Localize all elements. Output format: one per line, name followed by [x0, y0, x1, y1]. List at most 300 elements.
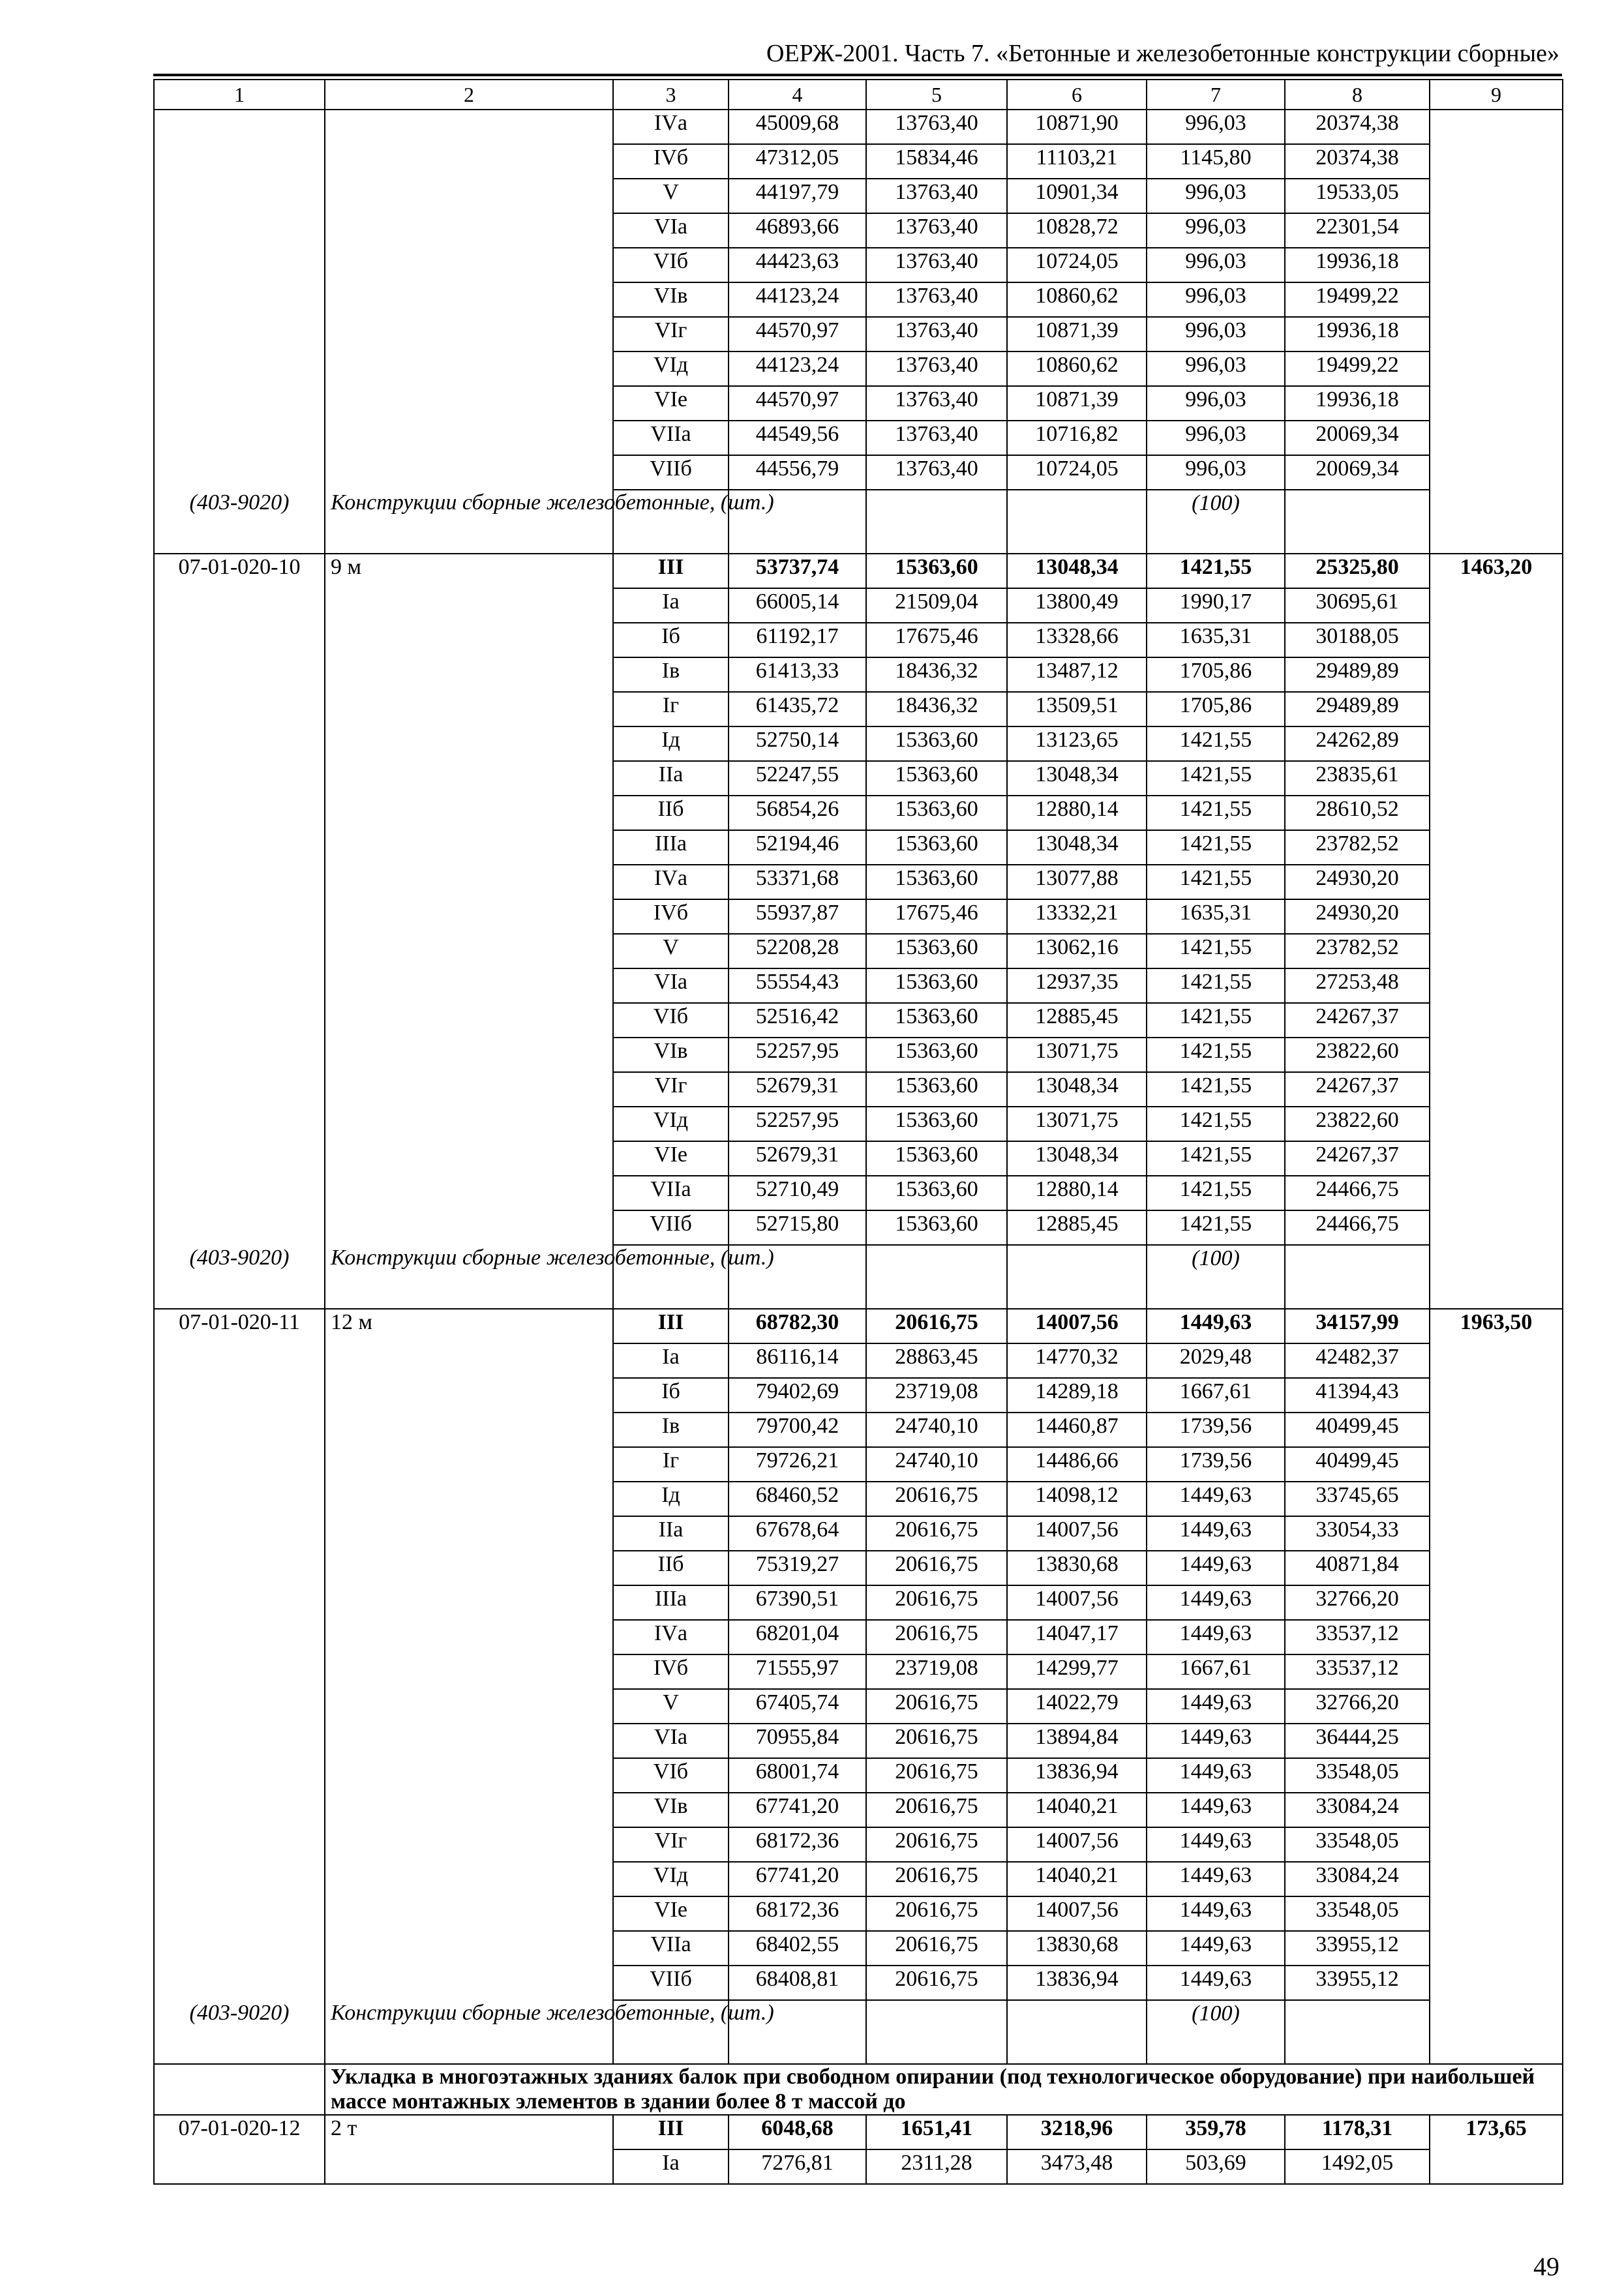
name-cell [325, 1210, 613, 1245]
name-cell [325, 934, 613, 968]
value-cell: 14460,87 [1007, 1413, 1147, 1447]
table-row [154, 282, 1563, 317]
value-cell: 1178,31 [1285, 2115, 1430, 2149]
value-cell: 13763,40 [866, 248, 1007, 282]
value-cell: 1449,63 [1147, 1966, 1285, 2000]
value-cell: 20616,75 [866, 1758, 1007, 1793]
total-cell [1430, 386, 1563, 421]
code-cell [154, 796, 325, 830]
value-cell: 14007,56 [1007, 1827, 1147, 1862]
value-cell: 15363,60 [866, 1003, 1007, 1038]
table-row [154, 1862, 1563, 1896]
value-cell: 68402,55 [729, 1931, 866, 1966]
value-cell: 52679,31 [729, 1072, 866, 1107]
table-row [154, 934, 1563, 968]
value-cell: 79726,21 [729, 1447, 866, 1482]
code-cell [154, 1072, 325, 1107]
table-row [154, 1724, 1563, 1758]
price-zone-cell: VIIа [613, 1931, 729, 1966]
code-cell [154, 282, 325, 317]
value-cell: 52257,95 [729, 1038, 866, 1072]
table-row [154, 2149, 1563, 2184]
price-zone-cell: VIа [613, 968, 729, 1003]
column-number: 1 [154, 80, 325, 110]
section-heading-row [154, 2064, 1563, 2115]
value-cell: 1449,63 [1147, 1516, 1285, 1551]
name-cell: 9 м [325, 554, 613, 588]
table-row [154, 1309, 1563, 1343]
code-cell [154, 1758, 325, 1793]
value-cell: 23719,08 [866, 1378, 1007, 1413]
value-cell: 18436,32 [866, 657, 1007, 692]
value-cell: 28610,52 [1285, 796, 1430, 830]
code-cell [154, 110, 325, 144]
price-zone-cell: VIв [613, 282, 729, 317]
table-row [154, 623, 1563, 657]
value-cell: 52247,55 [729, 761, 866, 796]
value-cell: 13894,84 [1007, 1724, 1147, 1758]
value-cell: 20374,38 [1285, 110, 1430, 144]
price-zone-cell: VIг [613, 1827, 729, 1862]
total-cell [1430, 830, 1563, 865]
value-cell: 33084,24 [1285, 1862, 1430, 1896]
value-cell: 13836,94 [1007, 1758, 1147, 1793]
code-cell [154, 968, 325, 1003]
value-cell: 14299,77 [1007, 1654, 1147, 1689]
value-cell: 19533,05 [1285, 179, 1430, 213]
total-cell [1430, 1210, 1563, 1245]
name-cell [325, 588, 613, 623]
value-cell: 20616,75 [866, 1620, 1007, 1654]
material-code: (403-9020) [154, 2000, 325, 2064]
value-cell: 32766,20 [1285, 1585, 1430, 1620]
value-cell: 33745,65 [1285, 1482, 1430, 1516]
value-cell: 1145,80 [1147, 144, 1285, 179]
name-cell [325, 865, 613, 899]
table-row [154, 1793, 1563, 1827]
value-cell: 1449,63 [1147, 1827, 1285, 1862]
code-cell [154, 1827, 325, 1862]
header-rule [153, 74, 1562, 76]
price-zone-cell: VIе [613, 1141, 729, 1176]
price-zone-cell: Iг [613, 692, 729, 726]
price-zone-cell: III [613, 1309, 729, 1343]
value-cell: 44197,79 [729, 179, 866, 213]
value-cell: 68408,81 [729, 1966, 866, 2000]
value-cell: 10860,62 [1007, 352, 1147, 386]
code-cell: 07-01-020-11 [154, 1309, 325, 1343]
total-cell [1430, 455, 1563, 490]
code-cell [154, 1176, 325, 1210]
table-row [154, 968, 1563, 1003]
value-cell: 20616,75 [866, 1551, 1007, 1585]
total-cell [1430, 1827, 1563, 1862]
name-cell [325, 455, 613, 490]
value-cell: 44423,63 [729, 248, 866, 282]
value-cell: 24740,10 [866, 1413, 1007, 1447]
page-header: ОЕРЖ-2001. Часть 7. «Бетонные и железобетонные конструкции сборные» [766, 40, 1559, 67]
total-cell [1430, 1245, 1563, 1309]
total-cell [1430, 1141, 1563, 1176]
name-cell [325, 761, 613, 796]
price-zone-cell: VIIб [613, 1210, 729, 1245]
material-row [154, 1245, 1563, 1309]
value-cell: 14098,12 [1007, 1482, 1147, 1516]
name-cell [325, 1793, 613, 1827]
value-cell: 20374,38 [1285, 144, 1430, 179]
value-cell: 13509,51 [1007, 692, 1147, 726]
value-cell: 1449,63 [1147, 1551, 1285, 1585]
value-cell: 47312,05 [729, 144, 866, 179]
value-cell: 24262,89 [1285, 726, 1430, 761]
table-row [154, 1343, 1563, 1378]
value-cell: 15363,60 [866, 1176, 1007, 1210]
value-cell: 1421,55 [1147, 1210, 1285, 1245]
price-zone-cell: Iд [613, 726, 729, 761]
price-zone-cell: V [613, 934, 729, 968]
table-row [154, 657, 1563, 692]
code-cell [154, 1038, 325, 1072]
value-cell: 503,69 [1147, 2149, 1285, 2184]
price-zone-cell: V [613, 179, 729, 213]
value-cell: 15363,60 [866, 726, 1007, 761]
value-cell: 13763,40 [866, 213, 1007, 248]
value-cell: 23782,52 [1285, 934, 1430, 968]
value-cell: 1449,63 [1147, 1585, 1285, 1620]
value-cell: 1421,55 [1147, 1176, 1285, 1210]
value-cell: 14007,56 [1007, 1516, 1147, 1551]
material-name: Конструкции сборные железобетонные, (шт.) [325, 1245, 613, 1309]
table-row [154, 899, 1563, 934]
price-zone-cell: VIг [613, 317, 729, 352]
value-cell: 13763,40 [866, 352, 1007, 386]
value-cell: 27253,48 [1285, 968, 1430, 1003]
total-cell [1430, 1585, 1563, 1620]
value-cell: 996,03 [1147, 179, 1285, 213]
total-cell: 1463,20 [1430, 554, 1563, 588]
code-cell [154, 1551, 325, 1585]
empty-cell [866, 1245, 1007, 1309]
price-zone-cell: VIа [613, 213, 729, 248]
code-cell: 07-01-020-10 [154, 554, 325, 588]
value-cell: 24466,75 [1285, 1210, 1430, 1245]
table-row [154, 386, 1563, 421]
column-number: 9 [1430, 80, 1563, 110]
name-cell [325, 830, 613, 865]
value-cell: 1705,86 [1147, 692, 1285, 726]
value-cell: 13800,49 [1007, 588, 1147, 623]
total-cell [1430, 1793, 1563, 1827]
value-cell: 1635,31 [1147, 899, 1285, 934]
value-cell: 18436,32 [866, 692, 1007, 726]
rates-table [153, 79, 1563, 2185]
material-row [154, 2000, 1563, 2064]
code-cell [154, 248, 325, 282]
price-zone-cell: IIIа [613, 1585, 729, 1620]
value-cell: 15363,60 [866, 1072, 1007, 1107]
total-cell [1430, 934, 1563, 968]
value-cell: 996,03 [1147, 352, 1285, 386]
value-cell: 68001,74 [729, 1758, 866, 1793]
value-cell: 70955,84 [729, 1724, 866, 1758]
value-cell: 40499,45 [1285, 1447, 1430, 1482]
value-cell: 67678,64 [729, 1516, 866, 1551]
name-cell [325, 1447, 613, 1482]
code-cell [154, 1862, 325, 1896]
value-cell: 10724,05 [1007, 455, 1147, 490]
value-cell: 44123,24 [729, 352, 866, 386]
table-row [154, 1378, 1563, 1413]
price-zone-cell: IIа [613, 761, 729, 796]
column-number: 4 [729, 80, 866, 110]
total-cell [1430, 248, 1563, 282]
value-cell: 13763,40 [866, 421, 1007, 455]
value-cell: 46893,66 [729, 213, 866, 248]
value-cell: 10828,72 [1007, 213, 1147, 248]
name-cell [325, 1072, 613, 1107]
name-cell [325, 1896, 613, 1931]
value-cell: 15363,60 [866, 865, 1007, 899]
value-cell: 13048,34 [1007, 554, 1147, 588]
table-row [154, 1827, 1563, 1862]
value-cell: 1449,63 [1147, 1793, 1285, 1827]
value-cell: 20616,75 [866, 1827, 1007, 1862]
value-cell: 19499,22 [1285, 282, 1430, 317]
value-cell: 1667,61 [1147, 1378, 1285, 1413]
empty-cell [866, 2000, 1007, 2064]
table-row [154, 317, 1563, 352]
value-cell: 15363,60 [866, 796, 1007, 830]
value-cell: 23719,08 [866, 1654, 1007, 1689]
name-cell [325, 692, 613, 726]
value-cell: 13763,40 [866, 317, 1007, 352]
code-cell [154, 726, 325, 761]
value-cell: 61192,17 [729, 623, 866, 657]
price-zone-cell: IIа [613, 1516, 729, 1551]
name-cell [325, 1413, 613, 1447]
value-cell: 20069,34 [1285, 455, 1430, 490]
value-cell: 30188,05 [1285, 623, 1430, 657]
price-zone-cell: Iа [613, 588, 729, 623]
code-cell [154, 2149, 325, 2184]
material-name: Конструкции сборные железобетонные, (шт.) [325, 2000, 613, 2064]
material-name: Конструкции сборные железобетонные, (шт.) [325, 490, 613, 554]
value-cell: 52194,46 [729, 830, 866, 865]
name-cell [325, 1758, 613, 1793]
material-row [154, 490, 1563, 554]
price-zone-cell: Iа [613, 1343, 729, 1378]
value-cell: 67390,51 [729, 1585, 866, 1620]
total-cell [1430, 1343, 1563, 1378]
name-cell [325, 1931, 613, 1966]
value-cell: 1449,63 [1147, 1758, 1285, 1793]
value-cell: 33084,24 [1285, 1793, 1430, 1827]
value-cell: 19936,18 [1285, 248, 1430, 282]
code-cell [154, 934, 325, 968]
name-cell [325, 248, 613, 282]
name-cell [325, 1862, 613, 1896]
total-cell [1430, 657, 1563, 692]
value-cell: 25325,80 [1285, 554, 1430, 588]
code-cell [154, 1378, 325, 1413]
value-cell: 13763,40 [866, 110, 1007, 144]
column-number-row [154, 80, 1563, 110]
price-zone-cell: VIе [613, 386, 729, 421]
table-row [154, 2115, 1563, 2149]
code-cell [154, 421, 325, 455]
name-cell [325, 1343, 613, 1378]
value-cell: 17675,46 [866, 623, 1007, 657]
price-zone-cell: III [613, 2115, 729, 2149]
value-cell: 11103,21 [1007, 144, 1147, 179]
value-cell: 19499,22 [1285, 352, 1430, 386]
table-row [154, 352, 1563, 386]
total-cell [1430, 1107, 1563, 1141]
value-cell: 1421,55 [1147, 1038, 1285, 1072]
value-cell: 40499,45 [1285, 1413, 1430, 1447]
price-zone-cell: VIд [613, 352, 729, 386]
value-cell: 52679,31 [729, 1141, 866, 1176]
value-cell: 1421,55 [1147, 761, 1285, 796]
price-zone-cell: Iв [613, 1413, 729, 1447]
name-cell [325, 144, 613, 179]
value-cell: 13487,12 [1007, 657, 1147, 692]
value-cell: 2311,28 [866, 2149, 1007, 2184]
value-cell: 86116,14 [729, 1343, 866, 1378]
empty-cell [1285, 1245, 1430, 1309]
total-cell [1430, 1758, 1563, 1793]
code-cell [154, 1896, 325, 1931]
value-cell: 24267,37 [1285, 1141, 1430, 1176]
price-zone-cell: VIд [613, 1862, 729, 1896]
code-cell [154, 692, 325, 726]
total-cell [1430, 1689, 1563, 1724]
code-cell [154, 623, 325, 657]
value-cell: 1449,63 [1147, 1689, 1285, 1724]
value-cell: 13830,68 [1007, 1551, 1147, 1585]
table-row [154, 554, 1563, 588]
name-cell [325, 657, 613, 692]
table-row [154, 1551, 1563, 1585]
name-cell [325, 1551, 613, 1585]
empty-cell [1285, 2000, 1430, 2064]
empty-cell [1285, 490, 1430, 554]
value-cell: 15363,60 [866, 1038, 1007, 1072]
table-row [154, 1966, 1563, 2000]
value-cell: 79402,69 [729, 1378, 866, 1413]
material-code: (403-9020) [154, 490, 325, 554]
price-zone-cell: IVб [613, 144, 729, 179]
material-qty: (100) [1147, 1245, 1285, 1309]
value-cell: 66005,14 [729, 588, 866, 623]
value-cell: 10716,82 [1007, 421, 1147, 455]
value-cell: 12880,14 [1007, 1176, 1147, 1210]
table-row [154, 248, 1563, 282]
value-cell: 52257,95 [729, 1107, 866, 1141]
value-cell: 13048,34 [1007, 761, 1147, 796]
value-cell: 15363,60 [866, 554, 1007, 588]
total-cell [1430, 1516, 1563, 1551]
value-cell: 2029,48 [1147, 1343, 1285, 1378]
material-qty: (100) [1147, 2000, 1285, 2064]
value-cell: 24466,75 [1285, 1176, 1430, 1210]
value-cell: 1449,63 [1147, 1931, 1285, 1966]
total-cell [1430, 1896, 1563, 1931]
price-zone-cell: VIб [613, 248, 729, 282]
total-cell [1430, 2000, 1563, 2064]
code-cell [154, 144, 325, 179]
value-cell: 996,03 [1147, 248, 1285, 282]
code-cell [154, 1447, 325, 1482]
material-code: (403-9020) [154, 1245, 325, 1309]
code-cell [154, 657, 325, 692]
table-row [154, 726, 1563, 761]
value-cell: 12885,45 [1007, 1003, 1147, 1038]
value-cell: 15363,60 [866, 761, 1007, 796]
code-cell [154, 1724, 325, 1758]
value-cell: 33537,12 [1285, 1620, 1430, 1654]
price-zone-cell: IIб [613, 1551, 729, 1585]
value-cell: 29489,89 [1285, 657, 1430, 692]
empty-cell [154, 2064, 325, 2115]
name-cell [325, 1378, 613, 1413]
total-cell [1430, 1862, 1563, 1896]
value-cell: 15363,60 [866, 934, 1007, 968]
value-cell: 33955,12 [1285, 1966, 1430, 2000]
value-cell: 996,03 [1147, 282, 1285, 317]
empty-cell [1007, 1245, 1147, 1309]
value-cell: 996,03 [1147, 386, 1285, 421]
value-cell: 20616,75 [866, 1309, 1007, 1343]
value-cell: 14007,56 [1007, 1309, 1147, 1343]
value-cell: 996,03 [1147, 110, 1285, 144]
code-cell [154, 1689, 325, 1724]
total-cell [1430, 1551, 1563, 1585]
total-cell [1430, 213, 1563, 248]
total-cell [1430, 317, 1563, 352]
total-cell [1430, 490, 1563, 554]
code-cell [154, 1482, 325, 1516]
name-cell: 12 м [325, 1309, 613, 1343]
name-cell [325, 1003, 613, 1038]
value-cell: 61435,72 [729, 692, 866, 726]
value-cell: 67741,20 [729, 1793, 866, 1827]
table-row [154, 1072, 1563, 1107]
value-cell: 68201,04 [729, 1620, 866, 1654]
value-cell: 1421,55 [1147, 968, 1285, 1003]
value-cell: 24740,10 [866, 1447, 1007, 1482]
value-cell: 44123,24 [729, 282, 866, 317]
value-cell: 15363,60 [866, 830, 1007, 865]
total-cell [1430, 1654, 1563, 1689]
name-cell [325, 623, 613, 657]
value-cell: 33054,33 [1285, 1516, 1430, 1551]
total-cell [1430, 899, 1563, 934]
table-row [154, 692, 1563, 726]
code-cell [154, 1585, 325, 1620]
value-cell: 68172,36 [729, 1896, 866, 1931]
name-cell [325, 1724, 613, 1758]
price-zone-cell: VIб [613, 1003, 729, 1038]
value-cell: 12885,45 [1007, 1210, 1147, 1245]
column-number: 5 [866, 80, 1007, 110]
price-zone-cell: VIIб [613, 455, 729, 490]
value-cell: 14047,17 [1007, 1620, 1147, 1654]
name-cell [325, 726, 613, 761]
code-cell [154, 1620, 325, 1654]
total-cell [1430, 1038, 1563, 1072]
total-cell [1430, 1176, 1563, 1210]
